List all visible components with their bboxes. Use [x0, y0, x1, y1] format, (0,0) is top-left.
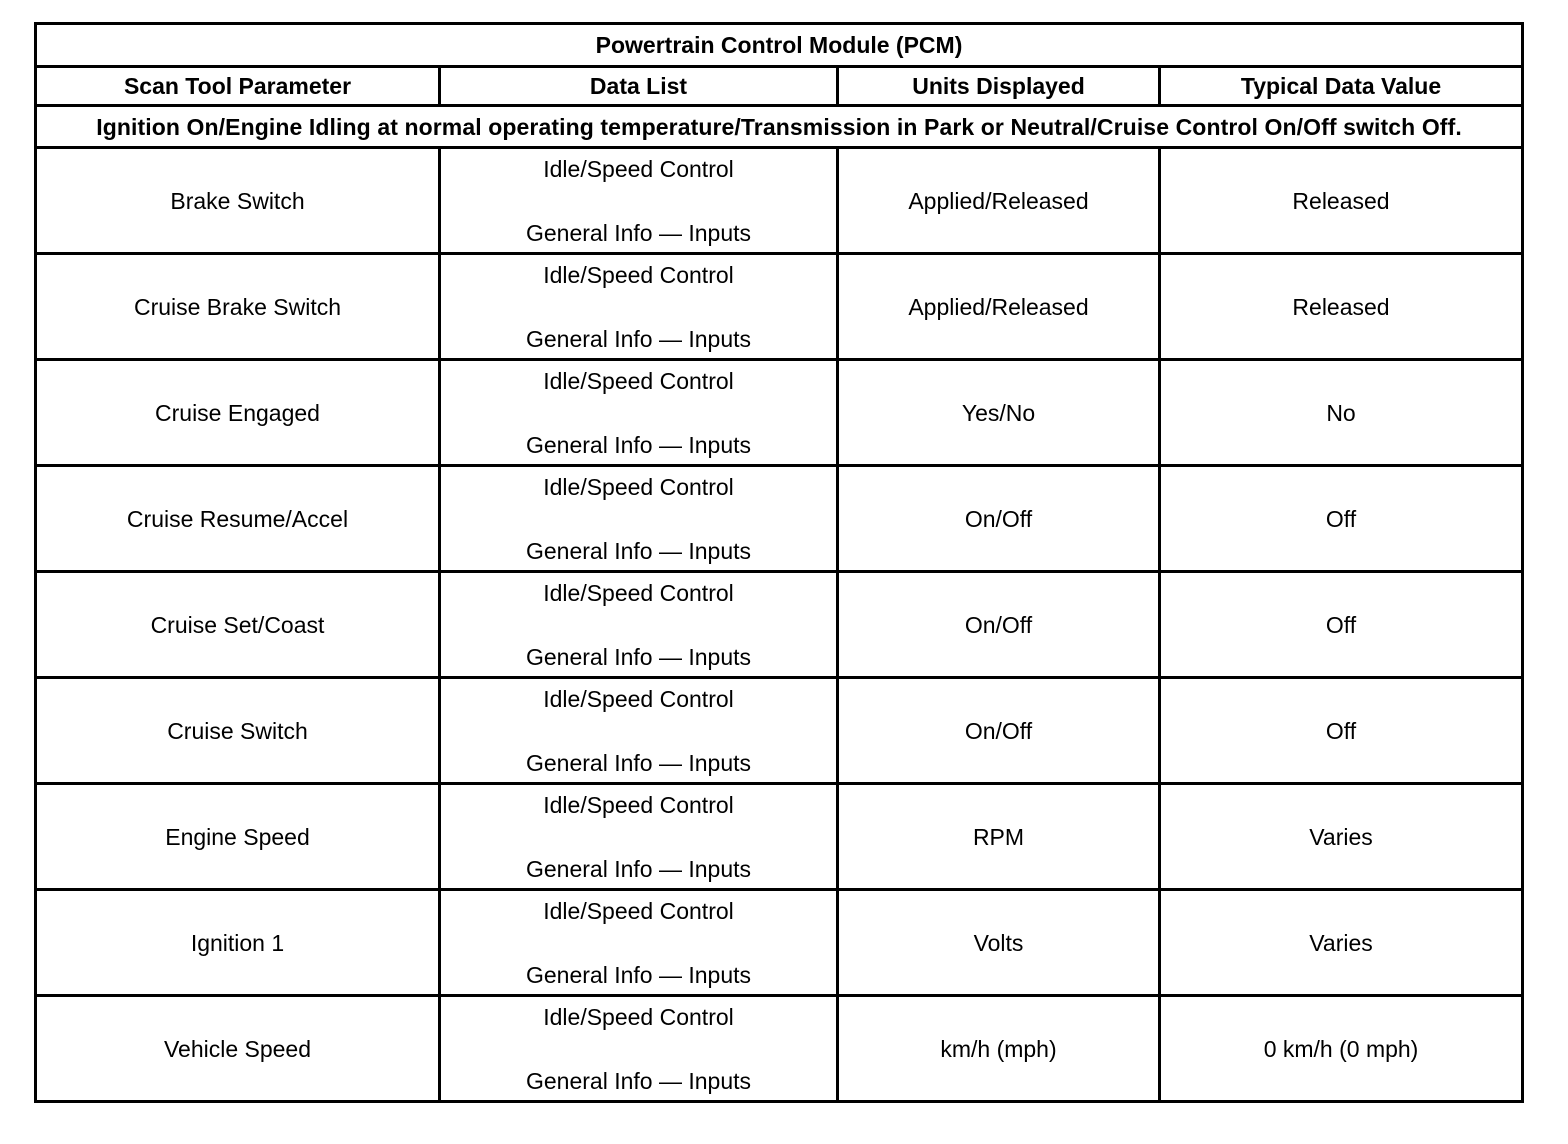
units-cell: Applied/Released: [838, 148, 1160, 254]
data-list-line-1: Idle/Speed Control: [543, 261, 734, 288]
typical-value-cell: Released: [1160, 148, 1523, 254]
data-list-cell: [440, 784, 838, 890]
data-list-line-2: General Info — Inputs: [525, 961, 751, 988]
data-list-line-2: General Info — Inputs: [525, 1067, 751, 1094]
data-list-cell: [440, 890, 838, 996]
units-cell: On/Off: [838, 678, 1160, 784]
data-list-line-1: Idle/Speed Control: [543, 579, 734, 606]
data-list-cell: [440, 996, 838, 1102]
table-title: Powertrain Control Module (PCM): [36, 24, 1523, 67]
typical-value-cell: Off: [1160, 572, 1523, 678]
parameter-cell: Vehicle Speed: [36, 996, 440, 1102]
data-list-cell: [440, 148, 838, 254]
table-title-row: [36, 24, 1523, 67]
data-list-line-2: General Info — Inputs: [525, 431, 751, 458]
units-cell: Volts: [838, 890, 1160, 996]
parameter-cell: Cruise Switch: [36, 678, 440, 784]
data-list-line-2: General Info — Inputs: [525, 325, 751, 352]
data-list-line-2: General Info — Inputs: [525, 643, 751, 670]
data-list-line-1: Idle/Speed Control: [543, 685, 734, 712]
table-row: [36, 678, 1523, 784]
units-cell: RPM: [838, 784, 1160, 890]
parameter-cell: Ignition 1: [36, 890, 440, 996]
parameter-cell: Engine Speed: [36, 784, 440, 890]
data-list-line-2: General Info — Inputs: [525, 537, 751, 564]
typical-value-cell: Off: [1160, 678, 1523, 784]
condition-row: [36, 106, 1523, 148]
units-cell: On/Off: [838, 466, 1160, 572]
table-row: [36, 890, 1523, 996]
table-row: [36, 784, 1523, 890]
parameter-cell: Cruise Brake Switch: [36, 254, 440, 360]
data-list-cell: [440, 466, 838, 572]
parameter-cell: Cruise Set/Coast: [36, 572, 440, 678]
typical-value-cell: No: [1160, 360, 1523, 466]
parameter-cell: Brake Switch: [36, 148, 440, 254]
data-list-line-2: General Info — Inputs: [525, 219, 751, 246]
data-list-cell: [440, 254, 838, 360]
parameter-cell: Cruise Engaged: [36, 360, 440, 466]
typical-value-cell: Released: [1160, 254, 1523, 360]
data-list-line-1: Idle/Speed Control: [543, 1003, 734, 1030]
table-row: [36, 254, 1523, 360]
table-row: [36, 466, 1523, 572]
typical-value-cell: 0 km/h (0 mph): [1160, 996, 1523, 1102]
data-list-line-1: Idle/Speed Control: [543, 367, 734, 394]
data-list-line-1: Idle/Speed Control: [543, 791, 734, 818]
parameter-cell: Cruise Resume/Accel: [36, 466, 440, 572]
operating-condition: Ignition On/Engine Idling at normal operating temperature/Transmission in Park or Neutral/Cruise Control On/Off switch Off.: [36, 106, 1523, 148]
header-data-list: Data List: [440, 67, 838, 106]
typical-value-cell: Varies: [1160, 784, 1523, 890]
table-row: [36, 996, 1523, 1102]
data-list-line-1: Idle/Speed Control: [543, 473, 734, 500]
data-list-cell: [440, 678, 838, 784]
header-scan-tool-parameter: Scan Tool Parameter: [36, 67, 440, 106]
data-list-line-2: General Info — Inputs: [525, 855, 751, 882]
data-list-line-1: Idle/Speed Control: [543, 155, 734, 182]
units-cell: km/h (mph): [838, 996, 1160, 1102]
typical-value-cell: Off: [1160, 466, 1523, 572]
units-cell: Yes/No: [838, 360, 1160, 466]
units-cell: On/Off: [838, 572, 1160, 678]
header-units-displayed: Units Displayed: [838, 67, 1160, 106]
table-row: [36, 572, 1523, 678]
data-list-line-2: General Info — Inputs: [525, 749, 751, 776]
column-header-row: [36, 67, 1523, 106]
table-row: [36, 360, 1523, 466]
table-row: [36, 148, 1523, 254]
data-list-line-1: Idle/Speed Control: [543, 897, 734, 924]
header-typical-data-value: Typical Data Value: [1160, 67, 1523, 106]
data-list-cell: [440, 572, 838, 678]
units-cell: Applied/Released: [838, 254, 1160, 360]
pcm-data-table: [34, 22, 1524, 1103]
data-list-cell: [440, 360, 838, 466]
typical-value-cell: Varies: [1160, 890, 1523, 996]
